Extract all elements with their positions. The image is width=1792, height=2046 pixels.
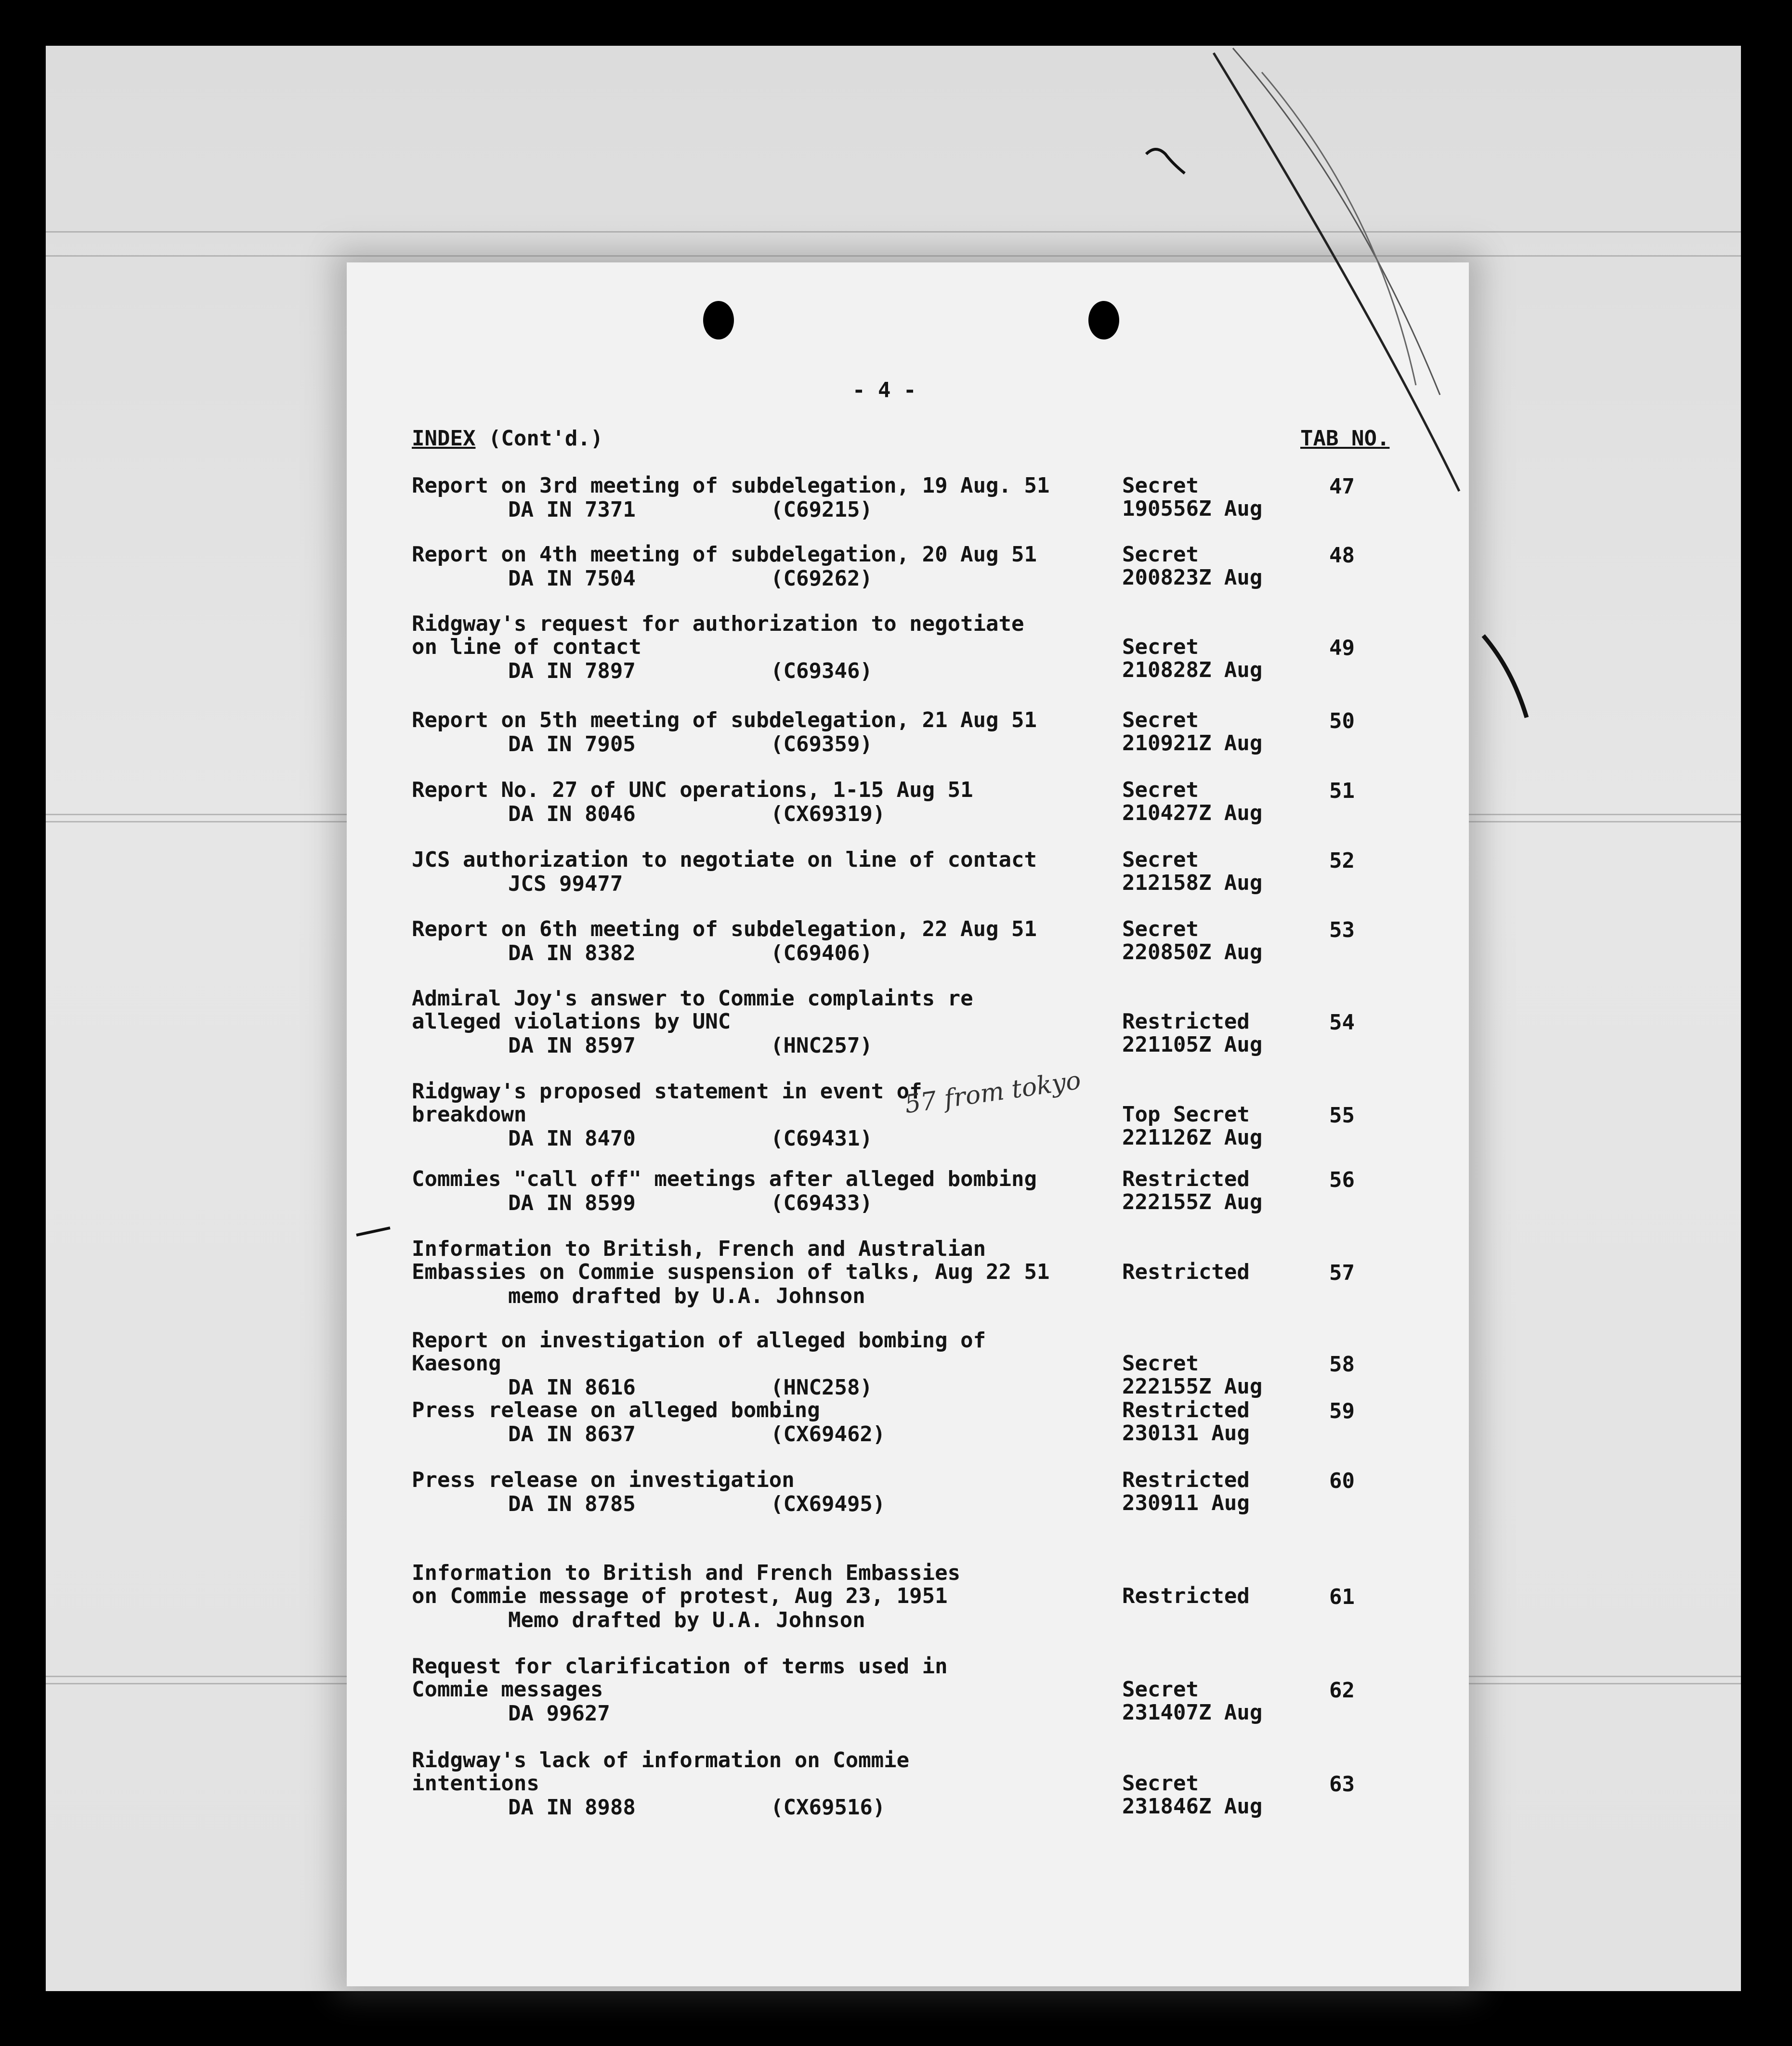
- entry-tab-number: 58: [1329, 1352, 1355, 1377]
- entry-dtg: 190556Z Aug: [1122, 496, 1263, 521]
- entry-classification: Secret: [1122, 635, 1199, 659]
- entry-tab-number: 52: [1329, 848, 1355, 873]
- entry-classification: Secret: [1122, 542, 1199, 567]
- entry-classification: Restricted: [1122, 1167, 1250, 1191]
- entry-title: Press release on alleged bombing: [412, 1398, 820, 1422]
- entry-classification: Secret: [1122, 1351, 1199, 1376]
- entry-classification: Restricted: [1122, 1398, 1250, 1422]
- entry-title: Request for clarification of terms used in Commie messages: [412, 1654, 948, 1702]
- page-number: - 4 -: [852, 378, 916, 403]
- entry-classification: Restricted: [1122, 1468, 1250, 1492]
- entry-reference: DA IN 7897: [508, 659, 636, 683]
- entry-dtg: 210921Z Aug: [1122, 731, 1263, 756]
- entry-reference: DA IN 7504: [508, 566, 636, 591]
- entry-classification: Secret: [1122, 473, 1199, 498]
- entry-reference: DA IN 8988: [508, 1795, 636, 1820]
- entry-classification: Restricted: [1122, 1584, 1250, 1608]
- index-heading: [412, 426, 603, 451]
- entry-title: Report No. 27 of UNC operations, 1-15 Aug 51: [412, 778, 973, 802]
- entry-title: Ridgway's lack of information on Commie intentions: [412, 1748, 910, 1796]
- entry-message-number: (HNC257): [771, 1033, 873, 1058]
- entry-reference: DA IN 8470: [508, 1126, 636, 1151]
- entry-tab-number: 49: [1329, 636, 1355, 660]
- entry-tab-number: 62: [1329, 1678, 1355, 1703]
- entry-reference: DA IN 7371: [508, 497, 636, 522]
- entry-dtg: 231407Z Aug: [1122, 1700, 1263, 1725]
- entry-classification: Secret: [1122, 778, 1199, 802]
- entry-title: Report on 6th meeting of subdelegation, 22 Aug 51: [412, 917, 1037, 941]
- entry-tab-number: 50: [1329, 709, 1355, 733]
- entry-classification: Restricted: [1122, 1260, 1250, 1284]
- entry-reference: DA IN 7905: [508, 732, 636, 756]
- entry-tab-number: 63: [1329, 1772, 1355, 1797]
- entry-dtg: 220850Z Aug: [1122, 940, 1263, 964]
- entry-reference: JCS 99477: [508, 872, 623, 896]
- entry-message-number: (CX69495): [771, 1492, 886, 1516]
- entry-tab-number: 56: [1329, 1168, 1355, 1192]
- entry-tab-number: 57: [1329, 1261, 1355, 1285]
- entry-classification: Secret: [1122, 847, 1199, 872]
- entry-reference: DA IN 8382: [508, 941, 636, 965]
- entry-message-number: (CX69319): [771, 802, 886, 826]
- entry-classification: Restricted: [1122, 1009, 1250, 1034]
- entry-tab-number: 51: [1329, 779, 1355, 803]
- entry-classification: Secret: [1122, 708, 1199, 732]
- entry-title: Information to British, French and Australian Embassies on Commie suspension of talks, Aug 22 51: [412, 1237, 1050, 1284]
- entry-reference: DA IN 8785: [508, 1492, 636, 1516]
- entry-dtg: 222155Z Aug: [1122, 1190, 1263, 1214]
- entry-title: Report on investigation of alleged bombing of Kaesong: [412, 1328, 986, 1376]
- entry-tab-number: 54: [1329, 1010, 1355, 1035]
- entry-dtg: 230911 Aug: [1122, 1491, 1250, 1515]
- entry-message-number: (HNC258): [771, 1375, 873, 1400]
- entry-reference: DA IN 8597: [508, 1033, 636, 1058]
- entry-tab-number: 48: [1329, 543, 1355, 568]
- entry-reference: DA IN 8637: [508, 1422, 636, 1447]
- entry-reference: DA IN 8046: [508, 802, 636, 826]
- entry-message-number: (C69359): [771, 732, 873, 756]
- entry-dtg: 210828Z Aug: [1122, 658, 1263, 682]
- entry-message-number: (C69346): [771, 659, 873, 683]
- entry-reference: DA 99627: [508, 1701, 610, 1726]
- entry-title: Report on 5th meeting of subdelegation, 21 Aug 51: [412, 708, 1037, 732]
- entry-reference: DA IN 8599: [508, 1191, 636, 1215]
- index-heading-suffix: (Cont'd.): [475, 426, 603, 451]
- entry-reference: memo drafted by U.A. Johnson: [508, 1284, 865, 1308]
- entry-tab-number: 59: [1329, 1399, 1355, 1423]
- entry-title: Admiral Joy's answer to Commie complaints re alleged violations by UNC: [412, 986, 973, 1034]
- entry-dtg: 212158Z Aug: [1122, 871, 1263, 895]
- entry-title: Information to British and French Embassies on Commie message of protest, Aug 23, 1951: [412, 1561, 961, 1608]
- entry-title: Ridgway's proposed statement in event of breakdown: [412, 1079, 922, 1127]
- entry-message-number: (C69433): [771, 1191, 873, 1215]
- entry-reference: DA IN 8616: [508, 1375, 636, 1400]
- entry-title: Report on 4th meeting of subdelegation, 20 Aug 51: [412, 542, 1037, 567]
- entry-dtg: 200823Z Aug: [1122, 565, 1263, 590]
- entry-classification: Top Secret: [1122, 1102, 1250, 1127]
- tab-number-heading: TAB NO.: [1300, 426, 1390, 451]
- entry-dtg: 221126Z Aug: [1122, 1125, 1263, 1150]
- entry-tab-number: 61: [1329, 1585, 1355, 1609]
- entry-title: Commies "call off" meetings after alleged bombing: [412, 1167, 1037, 1191]
- entry-classification: Secret: [1122, 1771, 1199, 1796]
- entry-message-number: (C69431): [771, 1126, 873, 1151]
- index-heading-label: INDEX: [412, 426, 476, 451]
- entry-title: Report on 3rd meeting of subdelegation, 19 Aug. 51: [412, 473, 1050, 498]
- entry-dtg: 230131 Aug: [1122, 1421, 1250, 1446]
- entry-message-number: (CX69462): [771, 1422, 886, 1447]
- entry-title: JCS authorization to negotiate on line of contact: [412, 847, 1037, 872]
- entry-tab-number: 55: [1329, 1103, 1355, 1128]
- entry-dtg: 210427Z Aug: [1122, 801, 1263, 825]
- entry-message-number: (C69406): [771, 941, 873, 965]
- entry-message-number: (C69215): [771, 497, 873, 522]
- entry-title: Press release on investigation: [412, 1468, 795, 1492]
- entry-tab-number: 47: [1329, 474, 1355, 499]
- entry-classification: Secret: [1122, 917, 1199, 941]
- entry-dtg: 221105Z Aug: [1122, 1032, 1263, 1057]
- entry-tab-number: 53: [1329, 918, 1355, 942]
- entry-reference: Memo drafted by U.A. Johnson: [508, 1608, 865, 1632]
- entry-dtg: 222155Z Aug: [1122, 1374, 1263, 1399]
- entry-dtg: 231846Z Aug: [1122, 1794, 1263, 1819]
- handwritten-note: 57 from tokyo: [903, 1066, 1083, 1120]
- entry-message-number: (CX69516): [771, 1795, 886, 1820]
- entry-message-number: (C69262): [771, 566, 873, 591]
- entry-classification: Secret: [1122, 1677, 1199, 1702]
- entry-title: Ridgway's request for authorization to negotiate on line of contact: [412, 612, 1024, 659]
- entry-tab-number: 60: [1329, 1469, 1355, 1493]
